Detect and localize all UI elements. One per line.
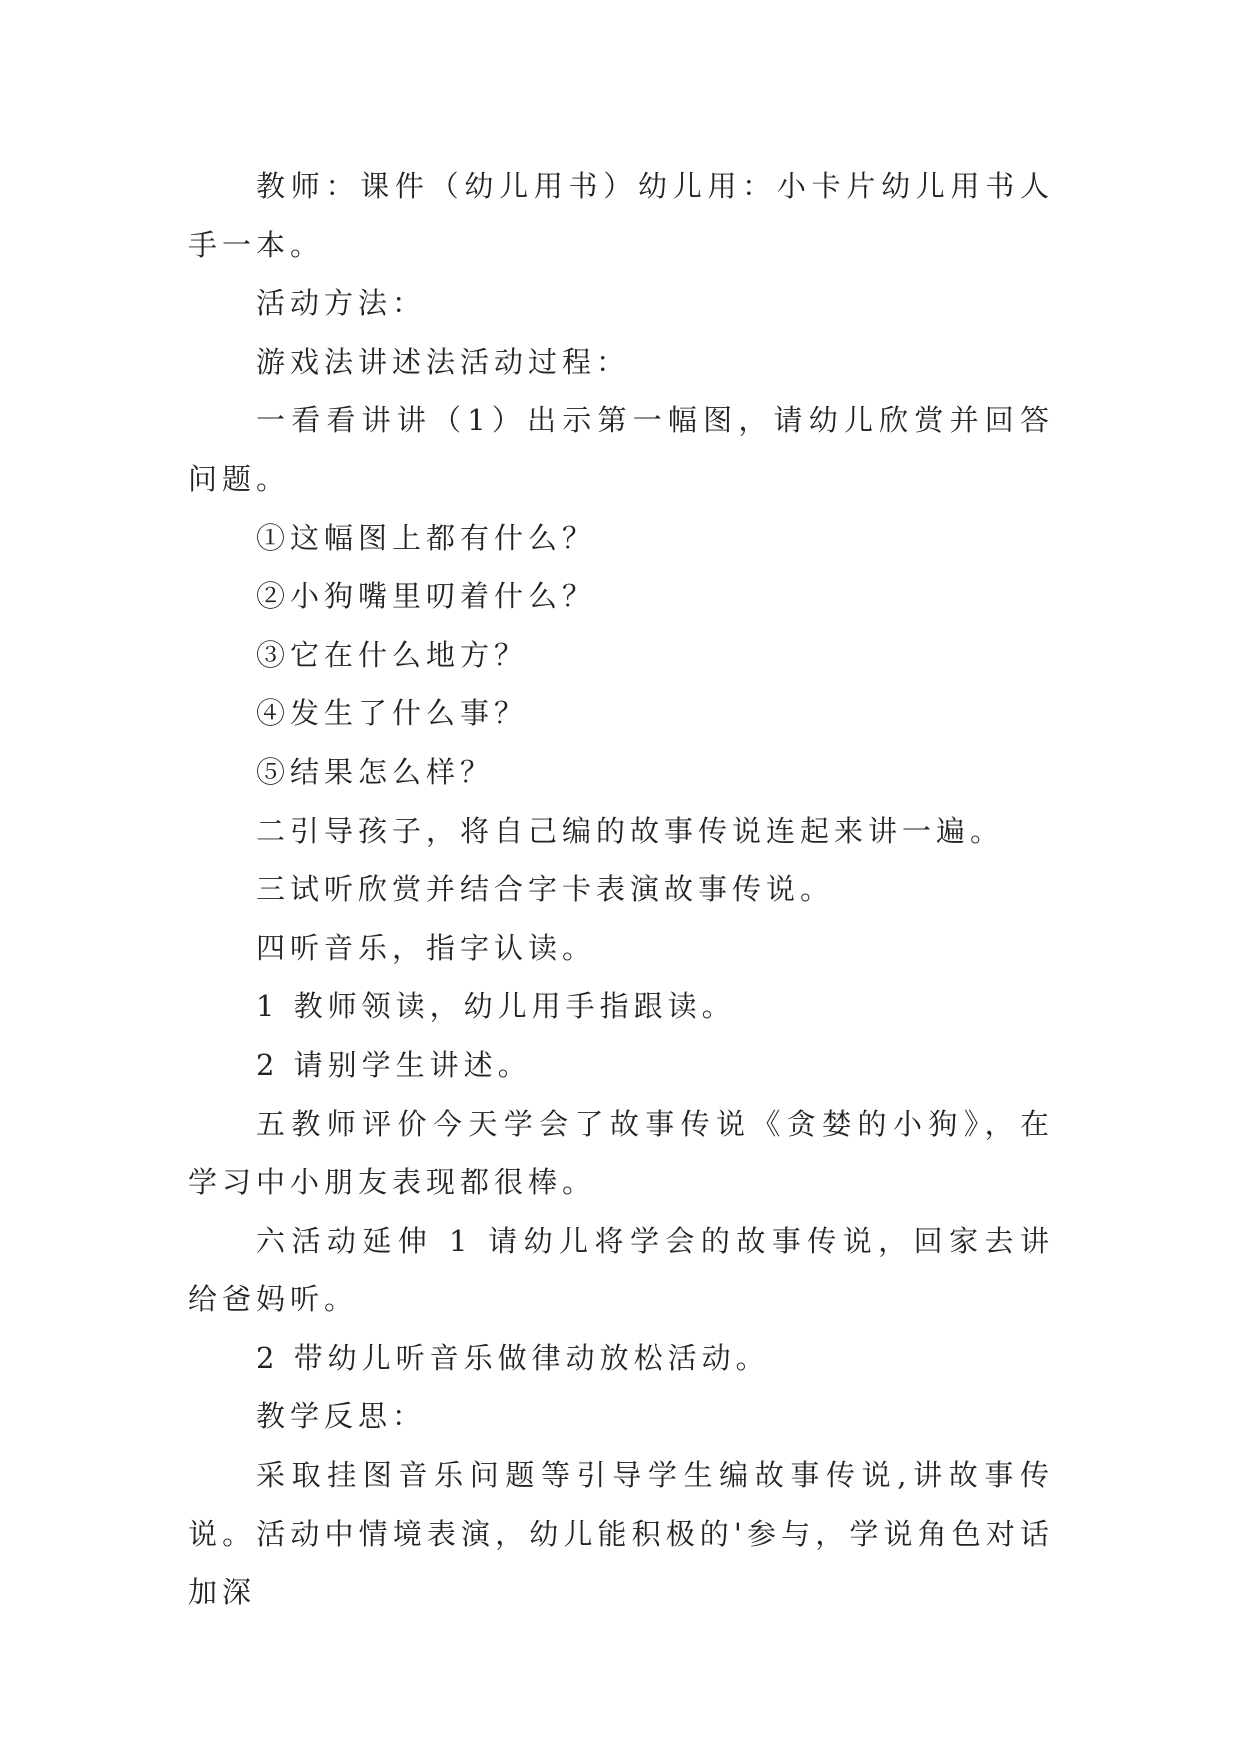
paragraph-step-four-1: 1 教师领读，幼儿用手指跟读。 <box>256 989 736 1024</box>
paragraph-step-one: 一看看讲讲（1）出示第一幅图，请幼儿欣赏并回答问题。 <box>188 403 1054 496</box>
paragraph-step-three: 三试听欣赏并结合字卡表演故事传说。 <box>256 872 835 907</box>
paragraph-reflection-body: 采取挂图音乐问题等引导学生编故事传说,讲故事传说。活动中情境表演，幼儿能积极的'参与，学说角色对话加深 <box>188 1458 1054 1610</box>
paragraph-question-1: ①这幅图上都有什么？ <box>256 520 597 555</box>
paragraph-question-2: ②小狗嘴里叨着什么？ <box>256 579 597 614</box>
paragraph-question-3: ③它在什么地方？ <box>256 637 529 672</box>
paragraph-method-heading: 活动方法： <box>256 286 427 321</box>
paragraph-step-five: 五教师评价今天学会了故事传说《贪婪的小狗》，在学习中小朋友表现都很棒。 <box>188 1106 1054 1200</box>
paragraph-question-5: ⑤结果怎么样？ <box>256 754 495 789</box>
paragraph-reflection-heading: 教学反思： <box>256 1399 427 1434</box>
paragraph-step-two: 二引导孩子，将自己编的故事传说连起来讲一遍。 <box>256 813 1005 848</box>
paragraph-method-process: 游戏法讲述法活动过程： <box>256 344 631 379</box>
paragraph-materials: 教师：课件（幼儿用书）幼儿用：小卡片幼儿用书人手一本。 <box>188 169 1054 262</box>
paragraph-step-six: 六活动延伸 1 请幼儿将学会的故事传说，回家去讲给爸妈听。 <box>188 1223 1054 1317</box>
paragraph-step-six-2: 2 带幼儿听音乐做律动放松活动。 <box>256 1340 770 1375</box>
document-body <box>188 157 1054 1622</box>
paragraph-step-four: 四听音乐，指字认读。 <box>256 930 597 965</box>
paragraph-question-4: ④发生了什么事？ <box>256 696 529 731</box>
paragraph-step-four-2: 2 请别学生讲述。 <box>256 1047 532 1082</box>
